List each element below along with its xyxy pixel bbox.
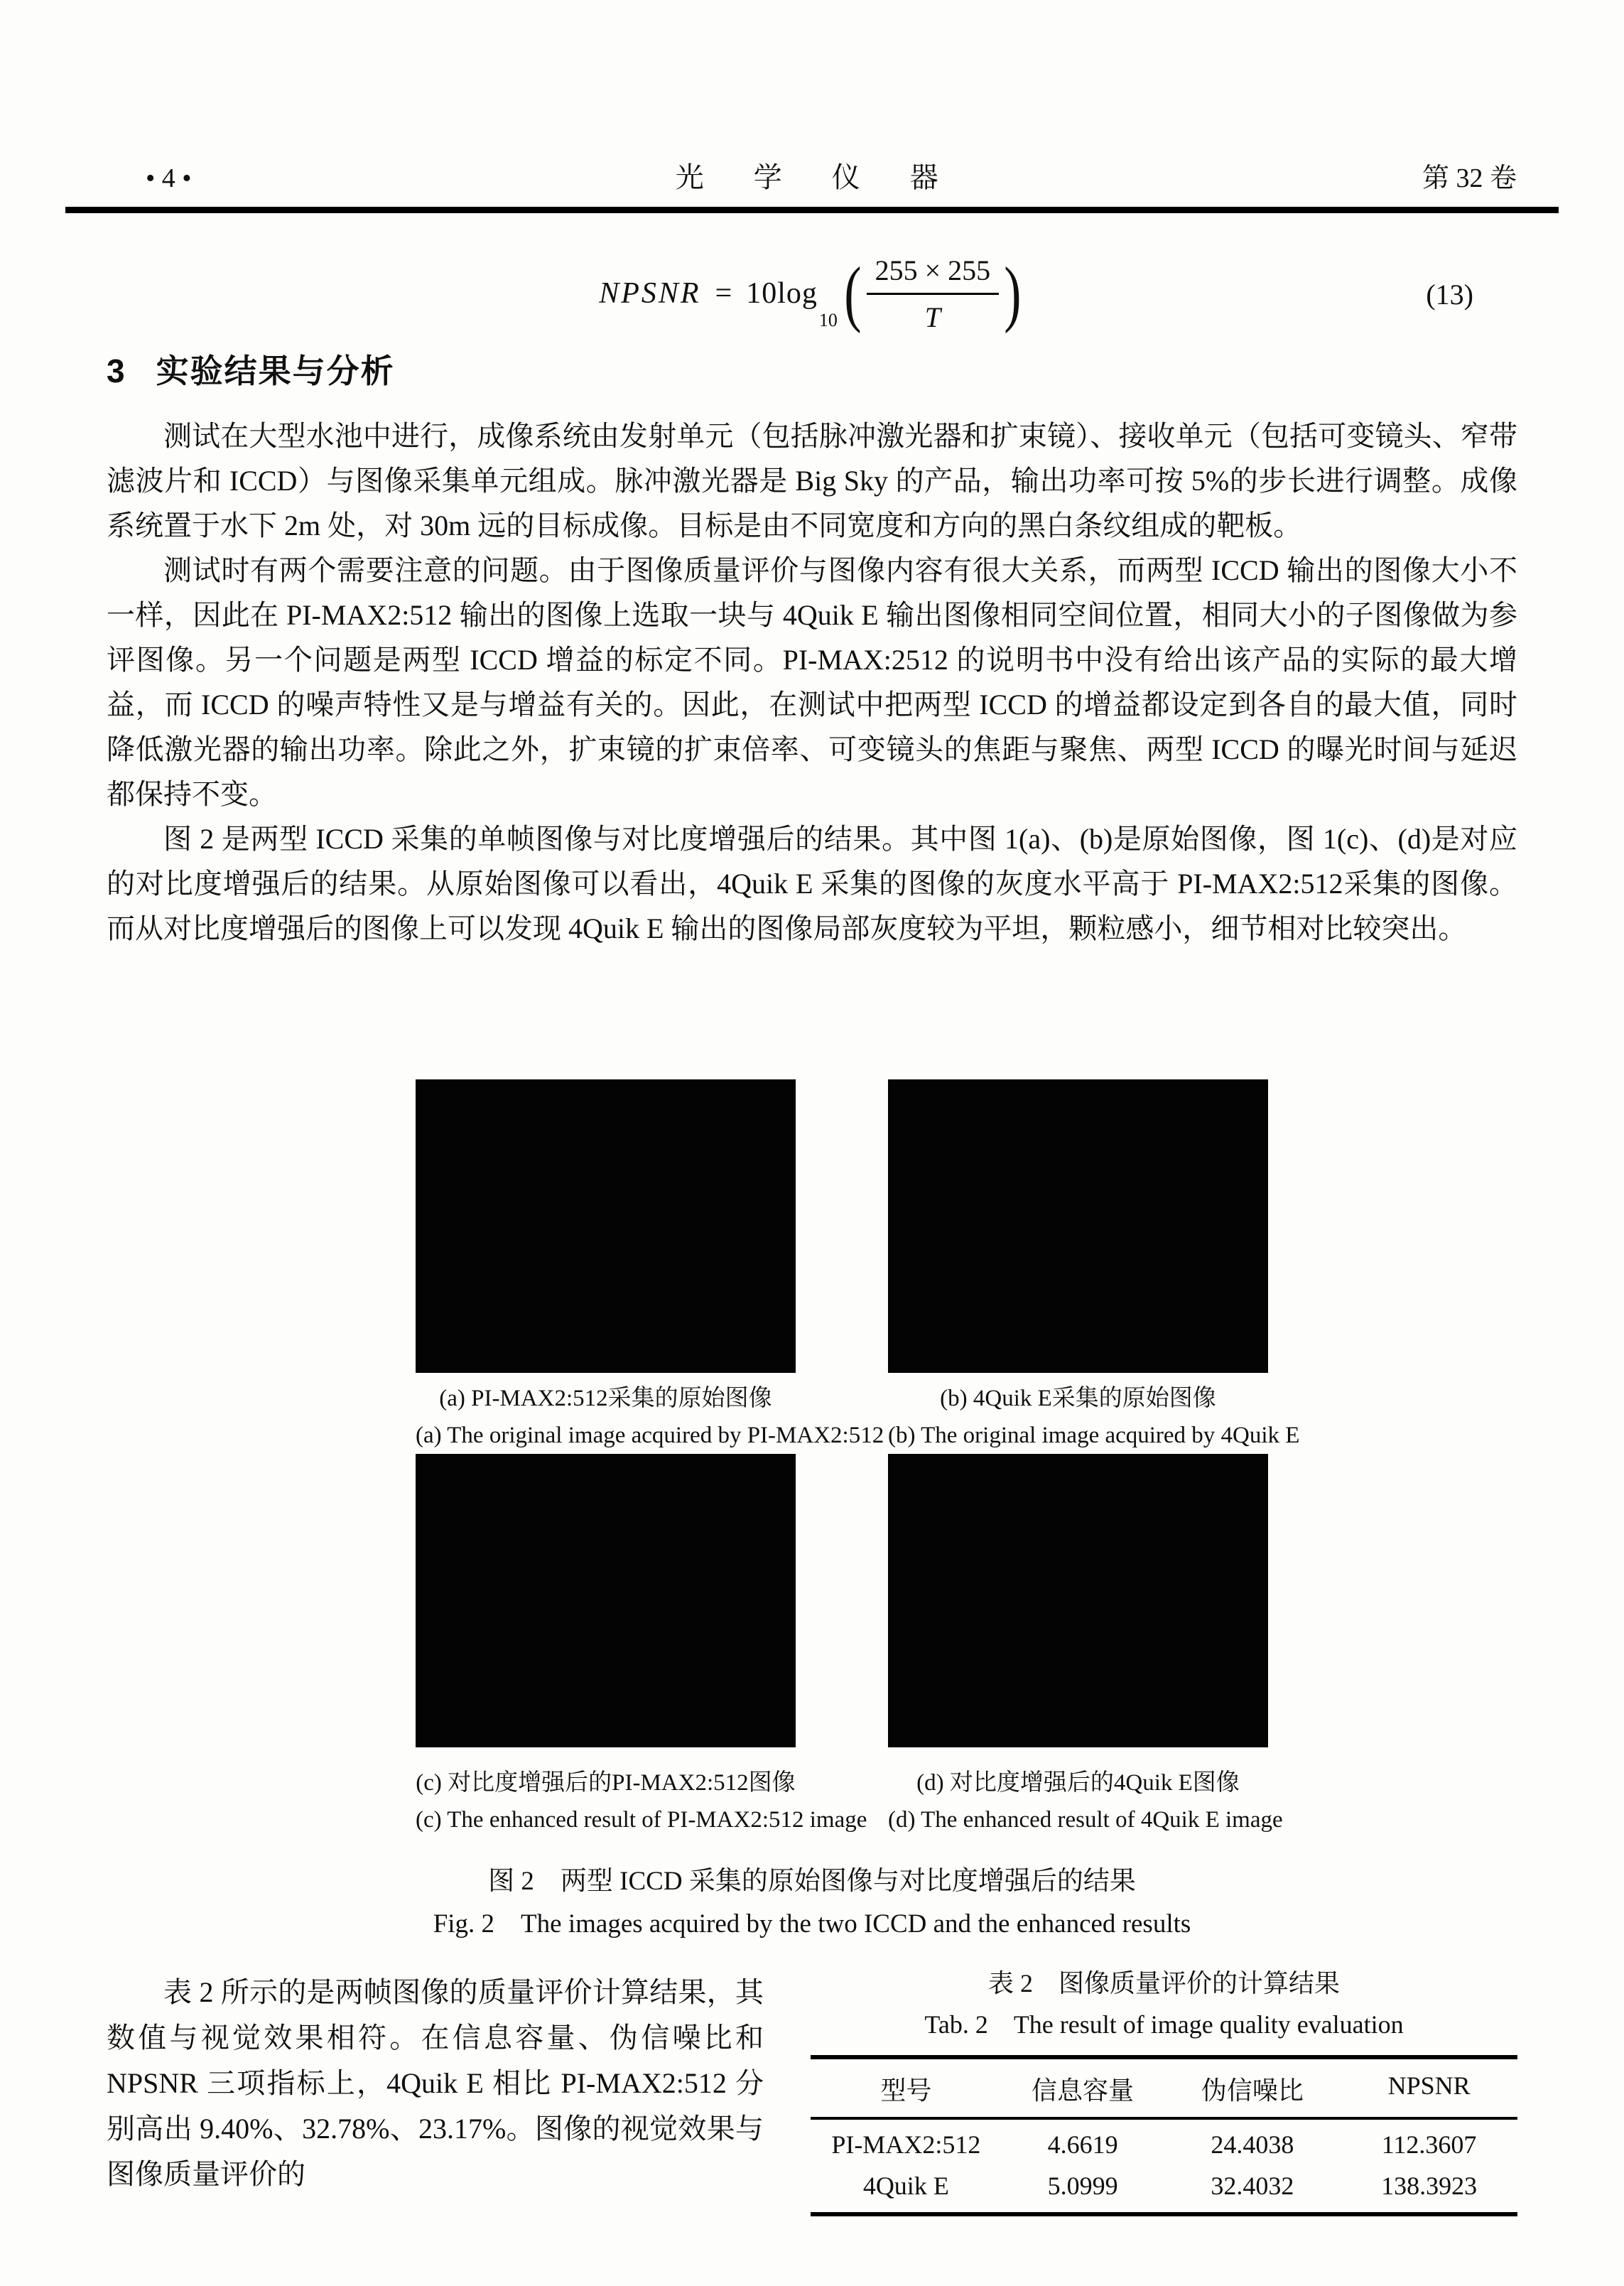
cell-info-capacity: 4.6619 [1047,2130,1118,2159]
equation-coefficient: 10log [746,277,818,310]
volume-label: 第 32 卷 [1422,163,1517,193]
column-header-pseudo-snr: 伪信噪比 [1201,2076,1304,2105]
header-rule [65,207,1559,213]
equals-sign: = [715,277,732,310]
column-header-model: 型号 [880,2076,932,2105]
paragraph-2: 测试时有两个需要注意的问题。由于图像质量评价与图像内容有很大关系，而两型 ICCD 输出的图像大小不一样，因此在 PI-MAX2:512 输出的图像上选取一块与 4Quik E 输出图像相同空间位置，相同大小的子图像做为参评图像。另一个问题是两型 ICCD 增益的标定不同。PI-MAX:2512 的说明书中没有给出该产品的实际的最大增益，而 ICCD 的噪声特性又是与增益有关的。因此，在测试中把两型 ICCD 的增益都设定到各自的最大值，同时降低激光器的输出功率。除此之外，扩束镜的扩束倍率、可变镜头的焦距与聚焦、两型 ICCD 的曝光时间与延迟都保持不变。 [107,554,1517,810]
body-text [107,414,1517,951]
panel-a-image [416,1079,796,1373]
panel-b-caption-en: (b) The original image acquired by 4Quik E [888,1423,1300,1448]
table-title-en: Tab. 2 The result of image quality evaluation [924,2010,1404,2039]
panel-d-caption-en: (d) The enhanced result of 4Quik E image [888,1807,1283,1833]
figure-panel-b [888,1079,1300,1450]
equation-lhs: NPSNR [599,277,701,310]
equation-number: (13) [1426,279,1473,311]
table-row-4quik [811,2161,1517,2212]
equation-body [599,254,1025,334]
paragraph-1: 测试在大型水池中进行，成像系统由发射单元（包括脉冲激光器和扩束镜）、接收单元（包括可变镜头、窄带滤波片和 ICCD）与图像采集单元组成。脉冲激光器是 Big Sky 的产品，输出功率可按 5%的步长进行调整。成像系统置于水下 2m 处，对 30m 远的目标成像。目标是由不同宽度和方向的黑白条纹组成的靶板。 [107,420,1517,541]
panel-a-caption-en: (a) The original image acquired by PI-MAX2:512 [416,1423,884,1448]
panel-b-caption-zh: (b) 4Quik E采集的原始图像 [940,1386,1216,1411]
cell-info-capacity: 5.0999 [1047,2172,1118,2200]
panel-b-image [888,1079,1268,1373]
figure-caption-en: Fig. 2 The images acquired by the two ICCD and the enhanced results [433,1909,1191,1939]
bottom-section [107,1963,1517,2216]
section-title: 实验结果与分析 [156,352,395,389]
section-number: 3 [107,352,126,389]
panel-a-caption-zh: (a) PI-MAX2:512采集的原始图像 [439,1386,772,1411]
figure-panel-a [416,1079,884,1450]
panel-c-caption-en: (c) The enhanced result of PI-MAX2:512 image [416,1807,867,1833]
figure-panel-c [416,1450,867,1834]
log-base: 10 [818,309,838,330]
bottom-left-column [107,1963,764,2216]
cell-pseudo-snr: 24.4038 [1211,2130,1294,2159]
open-paren: ( [844,252,862,335]
fraction-denominator: T [924,301,941,333]
cell-model: 4Quik E [862,2172,949,2200]
journal-title: 光 学 仪 器 [675,161,960,193]
fraction-numerator: 255 × 255 [867,254,1000,295]
table-2 [811,1963,1517,2216]
figure-2 [416,1079,1300,1834]
page-number: • 4 • [146,163,192,193]
equation-13 [107,240,1517,347]
panel-c-image [416,1454,796,1747]
fraction [867,254,1000,334]
paragraph-4: 表 2 所示的是两帧图像的质量评价计算结果，其数值与视觉效果相符。在信息容量、伪信噪比和 NPSNR 三项指标上，4Quik E 相比 PI-MAX2:512 分别高出 9.40%、32.78%、23.17%。图像的视觉效果与图像质量评价的 [107,1976,764,2190]
figure-panel-d [888,1450,1283,1834]
cell-model: PI-MAX2:512 [831,2130,981,2159]
table-header-row [811,2059,1517,2120]
column-header-npsnr: NPSNR [1387,2071,1471,2100]
cell-npsnr: 112.3607 [1381,2130,1477,2159]
panel-c-caption-zh: (c) 对比度增强后的PI-MAX2:512图像 [416,1770,796,1796]
section-heading [107,345,395,392]
panel-d-caption-zh: (d) 对比度增强后的4Quik E图像 [916,1770,1240,1796]
paragraph-3: 图 2 是两型 ICCD 采集的单帧图像与对比度增强后的结果。其中图 1(a)、(b)是原始图像，图 1(c)、(d)是对应的对比度增强后的结果。从原始图像可以看出，4Quik E 采集的图像的灰度水平高于 PI-MAX2:512采集的图像。而从对比度增强后的图像上可以发现 4Quik E 输出的图像局部灰度较为平坦，颗粒感小，细节相对比较突出。 [107,823,1517,944]
column-header-info-capacity: 信息容量 [1032,2076,1135,2105]
cell-pseudo-snr: 32.4032 [1211,2172,1294,2200]
results-table [811,2055,1517,2216]
close-paren: ) [1004,252,1022,335]
table-title-zh: 表 2 图像质量评价的计算结果 [987,1969,1340,1997]
table-row-pimax [811,2120,1517,2161]
cell-npsnr: 138.3923 [1381,2172,1478,2200]
figure-caption-zh: 图 2 两型 ICCD 采集的原始图像与对比度增强后的结果 [488,1867,1136,1896]
panel-d-image [888,1454,1268,1747]
running-head [146,155,1517,195]
figure-grid [416,1079,1300,1834]
